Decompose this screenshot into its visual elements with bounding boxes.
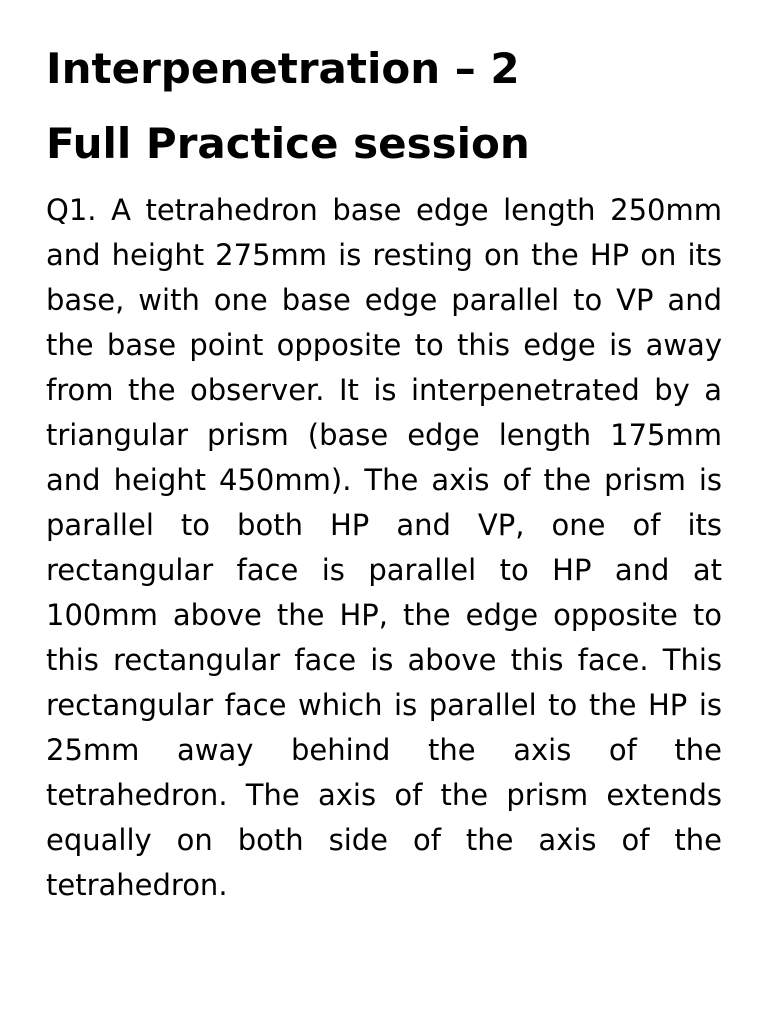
question-text: Q1. A tetrahedron base edge length 250mm and height 275mm is resting on the HP on its base, with one base edge parallel to VP and the base point opposite to this edge is away from the observer. It is interpenetrated by a triangular prism (base edge length 175mm and height 450mm). The axis of the prism is parallel to both HP and VP, one of its rectangular face is parallel to HP and at 100mm above the HP, the edge opposite to this rectangular face is above this face. This rectangular face which is parallel to the HP is 25mm away behind the axis of the tetrahedron. The axis of the prism extends equally on both side of the axis of the tetrahedron. — [46, 193, 722, 902]
document-title: Interpenetration – 2 — [46, 44, 520, 93]
document-subtitle: Full Practice session — [46, 119, 530, 168]
document-page — [46, 44, 722, 908]
